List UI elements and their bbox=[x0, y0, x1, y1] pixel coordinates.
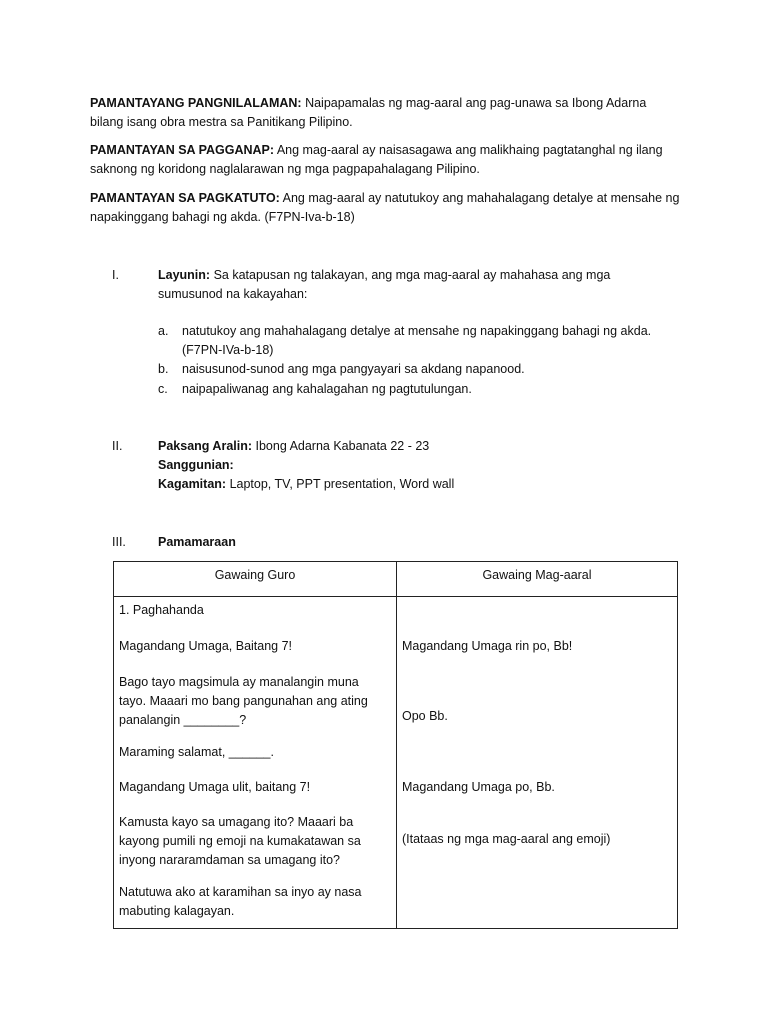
objectives-intro bbox=[158, 266, 678, 304]
performance-standard bbox=[90, 141, 680, 179]
student-line: Opo Bb. bbox=[402, 709, 448, 723]
procedure-label: Pamamaraan bbox=[158, 535, 236, 549]
objective-text: natutukoy ang mahahalagang detalye at mensahe ng napakinggang bahagi ng akda. (F7PN-IVa-b-18) bbox=[182, 324, 652, 357]
teacher-line: Kamusta kayo sa umagang ito? Maaari ba kayong pumili ng emoji na kumakatawan sa inyong nararamdaman sa umagang ito? bbox=[119, 815, 361, 867]
learning-competency bbox=[90, 189, 680, 227]
topic-line bbox=[158, 437, 678, 456]
objective-text: naipapaliwanag ang kahalagahan ng pagtutulungan. bbox=[182, 382, 472, 396]
table-header-row bbox=[114, 562, 678, 597]
objectives-text: Sa katapusan ng talakayan, ang mga mag-aaral ay mahahasa ang mga sumusunod na kakayahan: bbox=[158, 268, 611, 301]
teacher-line: 1. Paghahanda bbox=[119, 603, 204, 617]
student-line: Magandang Umaga po, Bb. bbox=[402, 780, 555, 794]
objective-letter: c. bbox=[158, 382, 168, 396]
student-activity-cell bbox=[397, 597, 678, 929]
reference-line bbox=[158, 456, 678, 475]
content-standard-text: Naipapamalas ng mag-aaral ang pag-unawa sa Ibong Adarna bilang isang obra mestra sa Panitikang Pilipino. bbox=[90, 96, 647, 129]
table-row bbox=[114, 597, 678, 929]
materials-label: Kagamitan: bbox=[158, 477, 227, 491]
teacher-activity-cell bbox=[114, 597, 397, 929]
materials-line bbox=[158, 475, 678, 494]
teacher-line: Magandang Umaga, Baitang 7! bbox=[119, 639, 293, 653]
section-numeral: III. bbox=[112, 535, 126, 549]
student-line: Magandang Umaga rin po, Bb! bbox=[402, 639, 573, 653]
student-line: (Itataas ng mga mag-aaral ang emoji) bbox=[402, 832, 611, 846]
teacher-line: Maraming salamat, ______. bbox=[119, 745, 274, 759]
teacher-line: Natutuwa ako at karamihan sa inyo ay nasa mabuting kalagayan. bbox=[119, 885, 362, 918]
procedure-table bbox=[113, 561, 678, 929]
section-numeral: I. bbox=[112, 268, 119, 282]
topic-text: Ibong Adarna Kabanata 22 - 23 bbox=[255, 439, 430, 453]
objectives-label: Layunin: bbox=[158, 268, 211, 282]
teacher-column-header: Gawaing Guro bbox=[114, 562, 397, 597]
teacher-line: Bago tayo magsimula ay manalangin muna tayo. Maaari mo bang pangunahan ang ating panalangin ________? bbox=[119, 675, 368, 727]
objective-letter: b. bbox=[158, 362, 169, 376]
teacher-line: Magandang Umaga ulit, baitang 7! bbox=[119, 780, 311, 794]
performance-standard-text: Ang mag-aaral ay naisasagawa ang malikhaing pagtatanghal ng ilang saknong ng koridong naglalarawan ng mga pagpapahalagang Pilipino. bbox=[90, 143, 663, 176]
objective-text: naisusunod-sunod ang mga pangyayari sa akdang napanood. bbox=[182, 362, 525, 376]
materials-text: Laptop, TV, PPT presentation, Word wall bbox=[229, 477, 455, 491]
topic-label: Paksang Aralin: bbox=[158, 439, 253, 453]
learning-competency-text: Ang mag-aaral ay natutukoy ang mahahalagang detalye at mensahe ng napakinggang bahagi ng akda. (F7PN-Iva-b-18) bbox=[90, 191, 680, 224]
objective-letter: a. bbox=[158, 324, 169, 338]
section-numeral: II. bbox=[112, 439, 123, 453]
subject-matter-block bbox=[158, 437, 678, 494]
content-standard bbox=[90, 94, 680, 132]
content-standard-label: PAMANTAYANG PANGNILALAMAN: bbox=[90, 96, 302, 110]
reference-label: Sanggunian: bbox=[158, 458, 234, 472]
student-column-header: Gawaing Mag-aaral bbox=[397, 562, 678, 597]
performance-standard-label: PAMANTAYAN SA PAGGANAP: bbox=[90, 143, 275, 157]
learning-competency-label: PAMANTAYAN SA PAGKATUTO: bbox=[90, 191, 280, 205]
